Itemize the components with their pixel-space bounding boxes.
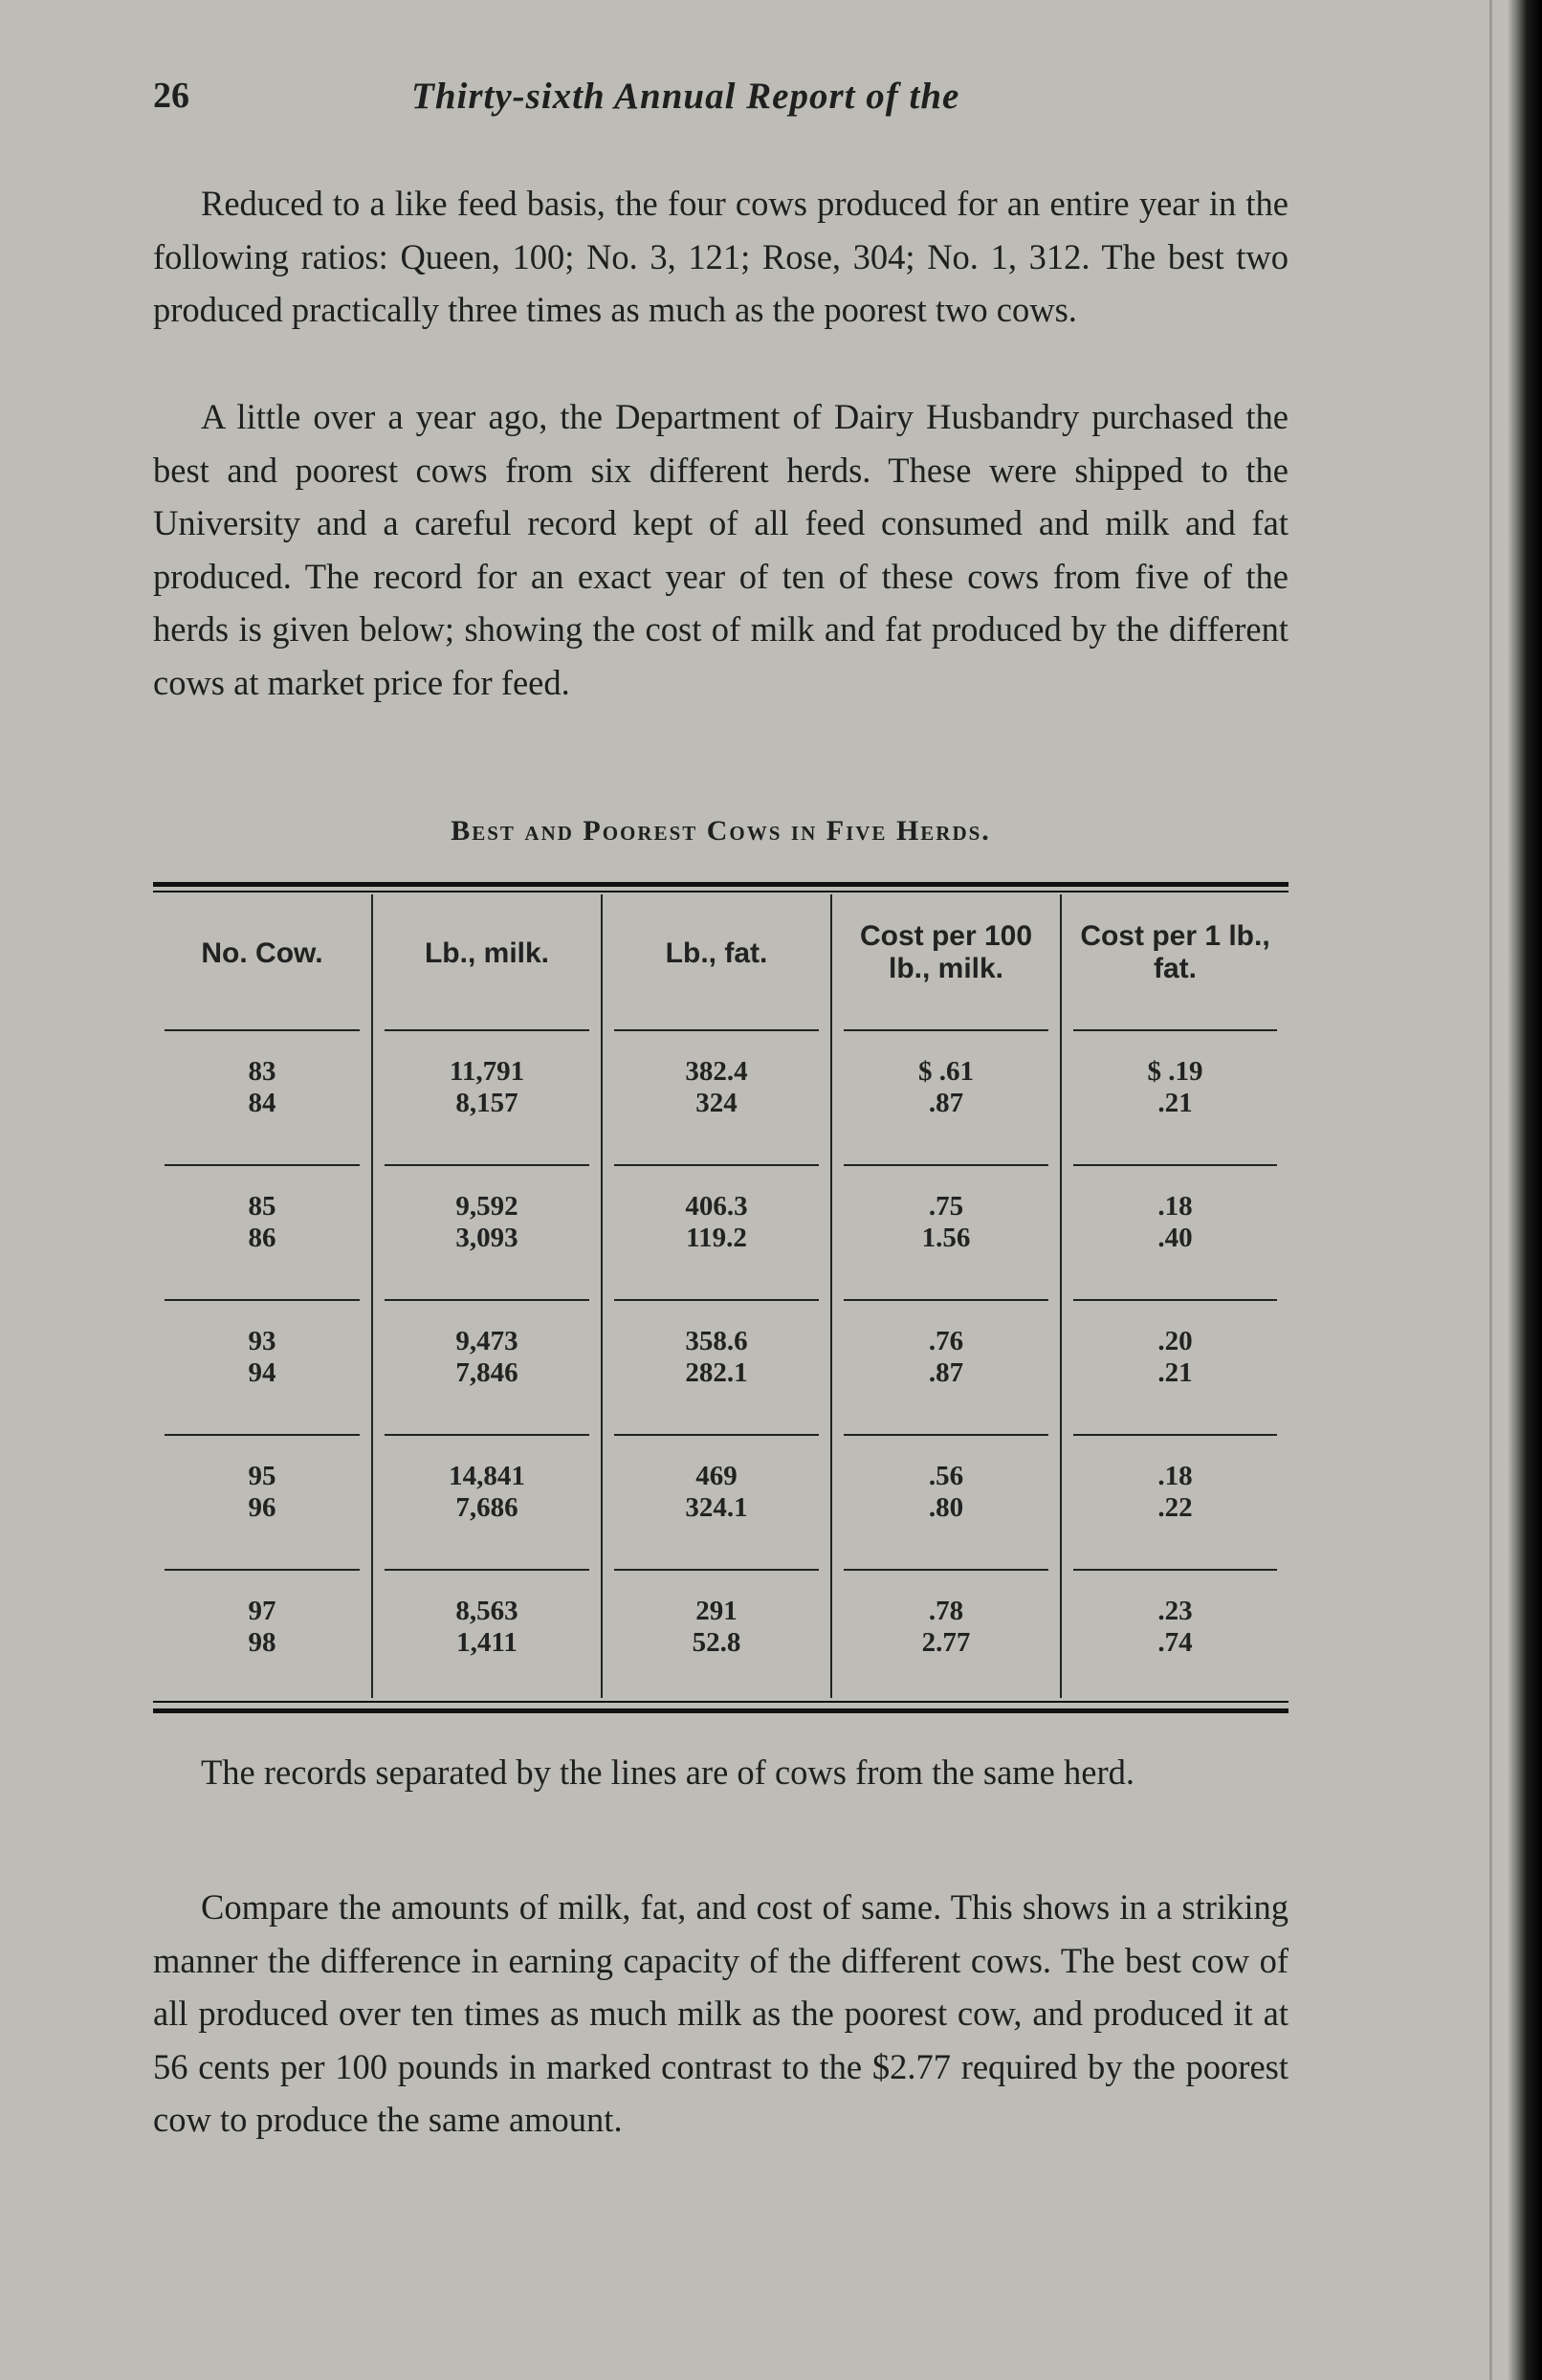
group-separator <box>614 1299 819 1301</box>
column-divider <box>601 894 603 1698</box>
group-separator <box>385 1164 589 1166</box>
cell-cost-milk: .76 .87 <box>928 1326 964 1388</box>
page-edge <box>1508 0 1542 2380</box>
group-separator <box>165 1029 360 1031</box>
header-milk: Lb., milk. <box>424 937 550 969</box>
cell-cost-fat: $ .19 .21 <box>1147 1056 1203 1118</box>
column-divider <box>1060 894 1062 1698</box>
group-separator <box>1073 1299 1277 1301</box>
cell-cow-number: 85 86 <box>248 1191 276 1253</box>
cell-cost-milk: .56 .80 <box>928 1461 964 1523</box>
group-separator <box>1073 1434 1277 1436</box>
table-bottom-rule <box>153 1708 1289 1713</box>
group-separator <box>844 1569 1048 1571</box>
header-cost-per-lb-fat: Cost per 1 lb., fat. <box>1080 920 1270 984</box>
cell-cow-number: 83 84 <box>248 1056 276 1118</box>
table-bottom-rule-inner <box>153 1701 1289 1703</box>
cell-milk: 9,592 3,093 <box>455 1191 518 1253</box>
page-edge-shadow <box>1489 0 1492 2380</box>
cell-cost-fat: .20 .21 <box>1157 1326 1193 1388</box>
paragraph-feed-basis: Reduced to a like feed basis, the four cows produced for an entire year in the following ratios: Queen, 100; No. 3, 121; Rose, 304; No. 1, 312. The best two produced practically three times as much as the poorest two cows. <box>153 184 1289 329</box>
column-divider <box>830 894 832 1698</box>
cell-cost-fat: .18 .40 <box>1157 1191 1193 1253</box>
table-caption: Best and Poorest Cows in Five Herds. <box>451 815 991 847</box>
cell-cow-number: 97 98 <box>248 1596 276 1658</box>
group-separator <box>385 1029 589 1031</box>
cell-fat: 469 324.1 <box>685 1461 748 1523</box>
cell-cow-number: 95 96 <box>248 1461 276 1523</box>
group-separator <box>165 1569 360 1571</box>
group-separator <box>1073 1569 1277 1571</box>
group-separator <box>614 1569 819 1571</box>
cell-milk: 14,841 7,686 <box>449 1461 525 1523</box>
group-separator <box>385 1569 589 1571</box>
cell-cost-milk: .78 2.77 <box>921 1596 971 1658</box>
group-separator <box>844 1164 1048 1166</box>
running-head-title: Thirty-sixth Annual Report of the <box>411 76 960 117</box>
header-cost-per-100-milk: Cost per 100 lb., milk. <box>859 920 1033 984</box>
table-top-rule-inner <box>153 891 1289 892</box>
group-separator <box>1073 1029 1277 1031</box>
cell-cost-milk: $ .61 .87 <box>918 1056 974 1118</box>
group-separator <box>614 1434 819 1436</box>
table-top-rule <box>153 882 1289 887</box>
cell-fat: 406.3 119.2 <box>685 1191 748 1253</box>
cell-fat: 358.6 282.1 <box>685 1326 748 1388</box>
header-fat: Lb., fat. <box>665 937 768 969</box>
paragraph-comparison: Compare the amounts of milk, fat, and cost of same. This shows in a striking manner the difference in earning capacity of the different cows. The best cow of all produced over ten times as much milk as the poorest cow, and produced it at 56 cents per 100 pounds in marked contrast to the $2.77 required by the poorest cow to produce the same amount. <box>153 1887 1289 2139</box>
group-separator <box>614 1029 819 1031</box>
paragraph-records-note: The records separated by the lines are of cows from the same herd. <box>201 1752 1134 1792</box>
group-separator <box>1073 1164 1277 1166</box>
cell-fat: 382.4 324 <box>685 1056 748 1118</box>
group-separator <box>844 1434 1048 1436</box>
cell-cost-milk: .75 1.56 <box>921 1191 971 1253</box>
group-separator <box>614 1164 819 1166</box>
running-head <box>153 75 1301 132</box>
cell-cost-fat: .23 .74 <box>1157 1596 1193 1658</box>
group-separator <box>165 1299 360 1301</box>
group-separator <box>165 1164 360 1166</box>
header-cow-number: No. Cow. <box>201 937 323 969</box>
cell-milk: 8,563 1,411 <box>455 1596 518 1658</box>
page-number: 26 <box>153 76 189 116</box>
paragraph-department-record: A little over a year ago, the Department of Dairy Husbandry purchased the best and poorest cows from six different herds. These were shipped to the University and a careful record kept of all feed consumed and milk and fat produced. The record for an exact year of ten of these cows from five of the herds is given below; showing the cost of milk and fat produced by the different cows at market price for feed. <box>153 397 1289 702</box>
group-separator <box>385 1299 589 1301</box>
cell-cost-fat: .18 .22 <box>1157 1461 1193 1523</box>
cell-fat: 291 52.8 <box>692 1596 741 1658</box>
group-separator <box>844 1299 1048 1301</box>
group-separator <box>844 1029 1048 1031</box>
group-separator <box>385 1434 589 1436</box>
column-divider <box>371 894 373 1698</box>
cell-milk: 9,473 7,846 <box>455 1326 518 1388</box>
cell-cow-number: 93 94 <box>248 1326 276 1388</box>
cell-milk: 11,791 8,157 <box>449 1056 525 1118</box>
group-separator <box>165 1434 360 1436</box>
